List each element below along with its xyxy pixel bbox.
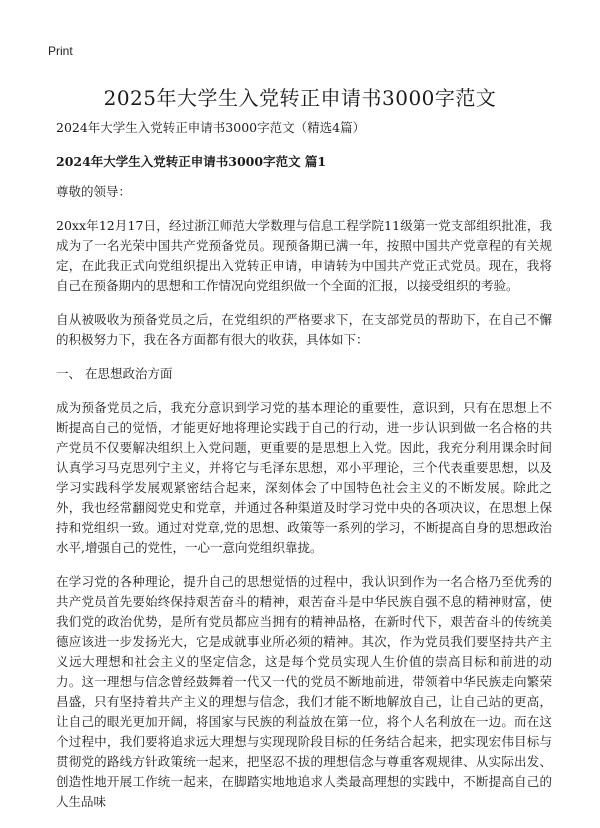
sub-heading: 一、 在思想政治方面 bbox=[56, 366, 173, 381]
paragraph: 自从被吸收为预备党员之后，在党组织的严格要求下，在支部党员的帮助下，在自己不懈的积极努力下，我在各方面都有很大的收获，具体如下： bbox=[56, 312, 552, 347]
paragraph: 20xx年12月17日，经过浙江师范大学数理与信息工程学院11级第一党支部组织批准，我成为了一名光荣中国共产党预备党员。现预备期已满一年，按照中国共产党章程的有关规定，在此我正式向党组织提出入党转正申请，申请转为中国共产党正式党员。现在，我将自己在预备期内的思想和工作情况向党组织做一个全面的汇报，以接受组织的考验。 bbox=[56, 218, 552, 293]
document-subtitle: 2024年大学生入党转正申请书3000字范文（精选4篇） bbox=[56, 120, 366, 135]
paragraph: 在学习党的各种理论，提升自己的思想觉悟的过程中，我认识到作为一名合格乃至优秀的共产党员首先要始终保持艰苦奋斗的精神，艰苦奋斗是中华民族自强不息的精神财富，使我们党的政治优势，是所有党员都应当拥有的精神品格，在新时代下，艰苦奋斗的传统美德应该进一步发扬光大，它是成就事业所必须的精神。其次，作为党员我们要坚持共产主义远大理想和社会主义的坚定信念，这是每个党员实现人生价值的崇高目标和前进的动力。这一理想与信念曾经鼓舞着一代又一代的党员不断地前进，带领着中华民族走向繁荣昌盛，只有坚持着共产主义的理想与信念，我们才能不断地解放自己，让自己站的更高，让自己的眼光更加开阔，将国家与民族的利益放在第一位，将个人名利放在一边。而在这个过程中，我们要将追求远大理想与实现现阶段目标的任务结合起来，把实现宏伟目标与贯彻党的路线方针政策统一起来，把坚忍不拔的理想信念与尊重客观规律、从实际出发、创造性地开展工作统一起来，在脚踏实地地追求人类最高理想的实践中，不断提高自己的人生品味 bbox=[56, 574, 552, 809]
document-title: 2025年大学生入党转正申请书3000字范文 bbox=[103, 86, 497, 110]
salutation: 尊敬的领导： bbox=[56, 184, 132, 199]
document-body bbox=[56, 118, 552, 826]
paragraph: 成为预备党员之后，我充分意识到学习党的基本理论的重要性，意识到，只有在思想上不断提高自己的觉悟，才能更好地将理论实践于自己的行动，进一步认识到做一名合格的共产党员不仅要解决组织上入党问题，更重要的是思想上入党。因此，我充分利用课余时间认真学习马克思列宁主义，并将它与毛泽东思想，邓小平理论，三个代表重要思想，以及学习实践科学发展观紧密结合起来，深刻体会了中国特色社会主义的不断发展。除此之外，我也经常翻阅党史和党章，并通过各种渠道及时学习党中央的各项决议，在思想上保持和党组织一致。通过对党章,党的思想、政策等一系列的学习，不断提高自身的思想政治水平,增强自己的党性，一心一意向党组织靠拢。 bbox=[56, 400, 552, 555]
section-heading: 2024年大学生入党转正申请书3000字范文 篇1 bbox=[56, 154, 327, 169]
print-link[interactable]: Print bbox=[48, 44, 73, 58]
